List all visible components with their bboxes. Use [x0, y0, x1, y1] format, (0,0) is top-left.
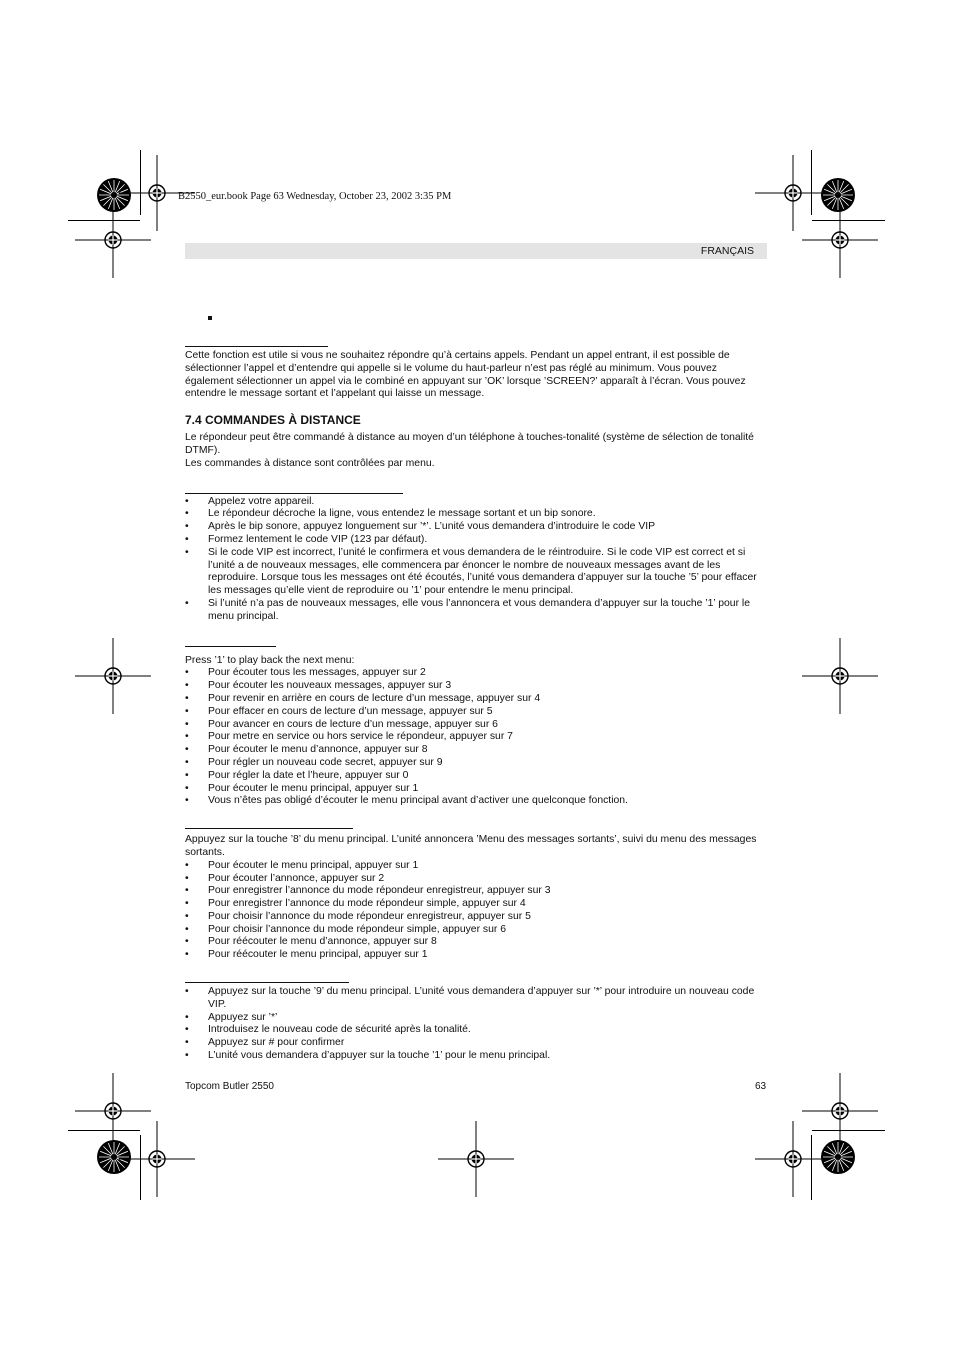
list-item: • Si l’unité n’a pas de nouveaux messages, elle vous l’annoncera et vous demandera d’appuyer sur la touche ’1’ pour le menu principal. [185, 598, 767, 624]
subheading-rule [185, 493, 403, 494]
list-item: • Pour choisir l’annonce du mode répondeur enregistreur, appuyer sur 5 [185, 911, 767, 924]
list-item: • Pour écouter tous les messages, appuyer sur 2 [185, 667, 767, 680]
list-item: • Pour régler la date et l’heure, appuyer sur 0 [185, 770, 767, 783]
menu-intro: Press ’1’ to play back the next menu: [185, 654, 355, 666]
list-item: • Pour écouter le menu principal, appuyer sur 1 [185, 783, 767, 796]
registration-mark [119, 1121, 195, 1197]
starburst-mark [821, 1140, 855, 1174]
list-item: • Pour régler un nouveau code secret, appuyer sur 9 [185, 757, 767, 770]
list-item: • Formez lentement le code VIP (123 par défaut). [185, 534, 767, 547]
list-item: • Appuyez sur la touche ’9’ du menu principal. L’unité vous demandera d’appuyer sur ’*’ pour introduire un nouveau code VIP. [185, 986, 767, 1012]
list-item: • Pour écouter l’annonce, appuyer sur 2 [185, 873, 767, 886]
section-paragraph-2: Les commandes à distance sont contrôlées par menu. [185, 457, 435, 469]
page-number: 63 [755, 1081, 767, 1092]
list-item: • Après le bip sonore, appuyez longuement sur ’*’. L’unité vous demandera d’introduire le code VIP [185, 521, 767, 534]
registration-mark [75, 202, 151, 278]
list-item: • Pour avancer en cours de lecture d’un message, appuyer sur 6 [185, 719, 767, 732]
list-item: • Appuyez sur ’*’ [185, 1012, 767, 1025]
list-item: • Appelez votre appareil. [185, 496, 767, 509]
registration-mark [802, 202, 878, 278]
list-item: • Pour écouter le menu d’annonce, appuyer sur 8 [185, 744, 767, 757]
registration-mark [75, 638, 151, 714]
heading-rule [185, 346, 328, 347]
language-label: FRANÇAIS [700, 245, 754, 257]
list-item: • Pour metre en service ou hors service le répondeur, appuyer sur 7 [185, 731, 767, 744]
ogm-intro: Appuyez sur la touche ’8’ du menu principal. L’unité annoncera ’Menu des messages sortants’, suivi du menu des messages sortants. [185, 834, 757, 858]
list-item: • Si le code VIP est incorrect, l’unité le confirmera et vous demandera de le réintroduire. Si le code VIP est correct et si l’unité a de nouveaux messages, elle commencera par énoncer le nombre de nouveaux messages avant de les reproduire. Lorsque tous les messages ont été écoutés, l’unité vous demandera d’appuyer sur la touche ’5’ pour effacer les messages qu’elle vient de reproduire ou ’1’ pour entendre le menu principal. [185, 547, 767, 598]
registration-mark [755, 155, 831, 231]
list-item: • Pour effacer en cours de lecture d’un message, appuyer sur 5 [185, 706, 767, 719]
list-item: • Pour choisir l’annonce du mode répondeur simple, appuyer sur 6 [185, 924, 767, 937]
starburst-mark [821, 178, 855, 212]
list-item: • Pour revenir en arrière en cours de lecture d’un message, appuyer sur 4 [185, 693, 767, 706]
list-item: • Pour réécouter le menu d’annonce, appuyer sur 8 [185, 936, 767, 949]
access-steps-list [185, 496, 767, 624]
section-paragraph-1: Le répondeur peut être commandé à distance au moyen d’un téléphone à touches-tonalité (système de sélection de tonalité DTMF). [185, 432, 754, 456]
subheading-rule [185, 982, 349, 983]
registration-mark [802, 638, 878, 714]
main-menu-list [185, 667, 767, 808]
subheading-rule [185, 828, 353, 829]
footer-product: Topcom Butler 2550 [185, 1081, 274, 1092]
subheading-rule [185, 646, 276, 647]
list-item: • Introduisez le nouveau code de sécurité après la tonalité. [185, 1024, 767, 1037]
starburst-mark [97, 178, 131, 212]
list-item: • Pour écouter les nouveaux messages, appuyer sur 3 [185, 680, 767, 693]
registration-mark [802, 1073, 878, 1149]
list-item: • Pour enregistrer l’annonce du mode répondeur enregistreur, appuyer sur 3 [185, 885, 767, 898]
page-content [185, 300, 767, 1063]
registration-mark [438, 1121, 514, 1197]
vip-code-list [185, 986, 767, 1063]
list-item: • Pour enregistrer l’annonce du mode répondeur simple, appuyer sur 4 [185, 898, 767, 911]
registration-mark [755, 1121, 831, 1197]
list-item: • Vous n’êtes pas obligé d’écouter le menu principal avant d’activer une quelconque fonction. [185, 795, 767, 808]
file-info: B2550_eur.book Page 63 Wednesday, October 23, 2002 3:35 PM [178, 191, 452, 202]
section-marker [208, 316, 212, 320]
language-bar [185, 243, 767, 259]
list-item: • Pour écouter le menu principal, appuyer sur 1 [185, 860, 767, 873]
list-item: • Pour réécouter le menu principal, appuyer sur 1 [185, 949, 767, 962]
list-item: • L’unité vous demandera d’appuyer sur la touche ’1’ pour le menu principal. [185, 1050, 767, 1063]
list-item: • Le répondeur décroche la ligne, vous entendez le message sortant et un bip sonore. [185, 508, 767, 521]
registration-mark [75, 1073, 151, 1149]
list-item: • Appuyez sur # pour confirmer [185, 1037, 767, 1050]
section-title: 7.4 COMMANDES À DISTANCE [185, 413, 361, 428]
starburst-mark [97, 1140, 131, 1174]
intro-paragraph: Cette fonction est utile si vous ne souhaitez répondre qu’à certains appels. Pendant un appel entrant, il est possible de sélectionner l’appel et d’entendre qui appelle si le volume du haut-parleur n’est pas réglé au minimum. Vous pouvez également sélectionner un appel via le combiné en appuyant sur ’OK’ lorsque ’SCREEN?’ apparaît à l’écran. Vous pouvez entendre le message sortant et l’appelant qui laisse un message. [185, 350, 746, 400]
ogm-menu-list [185, 860, 767, 962]
